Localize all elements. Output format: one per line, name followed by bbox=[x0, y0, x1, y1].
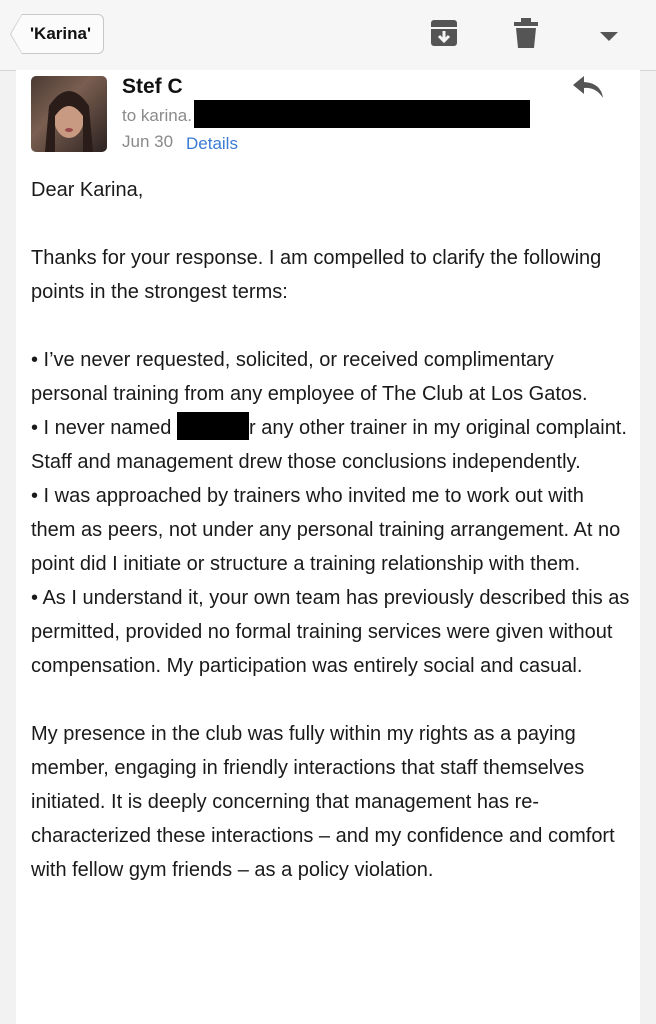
bullet-2-end: r any other trainer in my original complaint. Staff and management drew those conclusions independently. bbox=[31, 417, 627, 473]
bullet-1: • I’ve never requested, solicited, or received complimentary personal training from any employee of The Club at Los Gatos. bbox=[31, 349, 588, 405]
reply-icon[interactable] bbox=[572, 74, 604, 100]
top-toolbar bbox=[0, 0, 656, 71]
archive-icon[interactable] bbox=[430, 18, 458, 48]
closing-paragraph: My presence in the club was fully within my rights as a paying member, engaging in friendly interactions that staff themselves initiated. It is deeply concerning that management has re-characterized these interactions – and my confidence and comfort with fellow gym friends – as a policy violation. bbox=[31, 723, 615, 881]
intro-paragraph: Thanks for your response. I am compelled to clarify the following points in the strongest terms: bbox=[31, 247, 602, 303]
recipient-line: to karina. bbox=[122, 106, 192, 125]
message-date: Jun 30 bbox=[122, 132, 174, 151]
avatar bbox=[31, 76, 107, 152]
chevron-down-icon[interactable] bbox=[600, 30, 618, 42]
message-body bbox=[31, 173, 631, 887]
back-arrow-shape bbox=[10, 14, 22, 54]
details-link[interactable]: Details bbox=[186, 134, 238, 153]
back-button-label: 'Karina' bbox=[22, 14, 104, 54]
bullet-4: • As I understand it, your own team has previously described this as permitted, provided no formal training services were given without compensation. My participation was entirely social and casual. bbox=[31, 587, 630, 677]
bullet-2 bbox=[31, 411, 631, 479]
greeting: Dear Karina, bbox=[31, 179, 144, 201]
redacted-name bbox=[177, 412, 249, 440]
trash-icon[interactable] bbox=[513, 18, 539, 48]
message-card bbox=[16, 70, 640, 1024]
back-button[interactable] bbox=[10, 14, 104, 54]
bullet-3: • I was approached by trainers who invited me to work out with them as peers, not under any personal training arrangement. At no point did I initiate or structure a training relationship with them. bbox=[31, 485, 621, 575]
bullet-2-start: • I never named bbox=[31, 417, 172, 439]
redacted-email bbox=[194, 100, 530, 128]
sender-name: Stef C bbox=[122, 75, 183, 98]
